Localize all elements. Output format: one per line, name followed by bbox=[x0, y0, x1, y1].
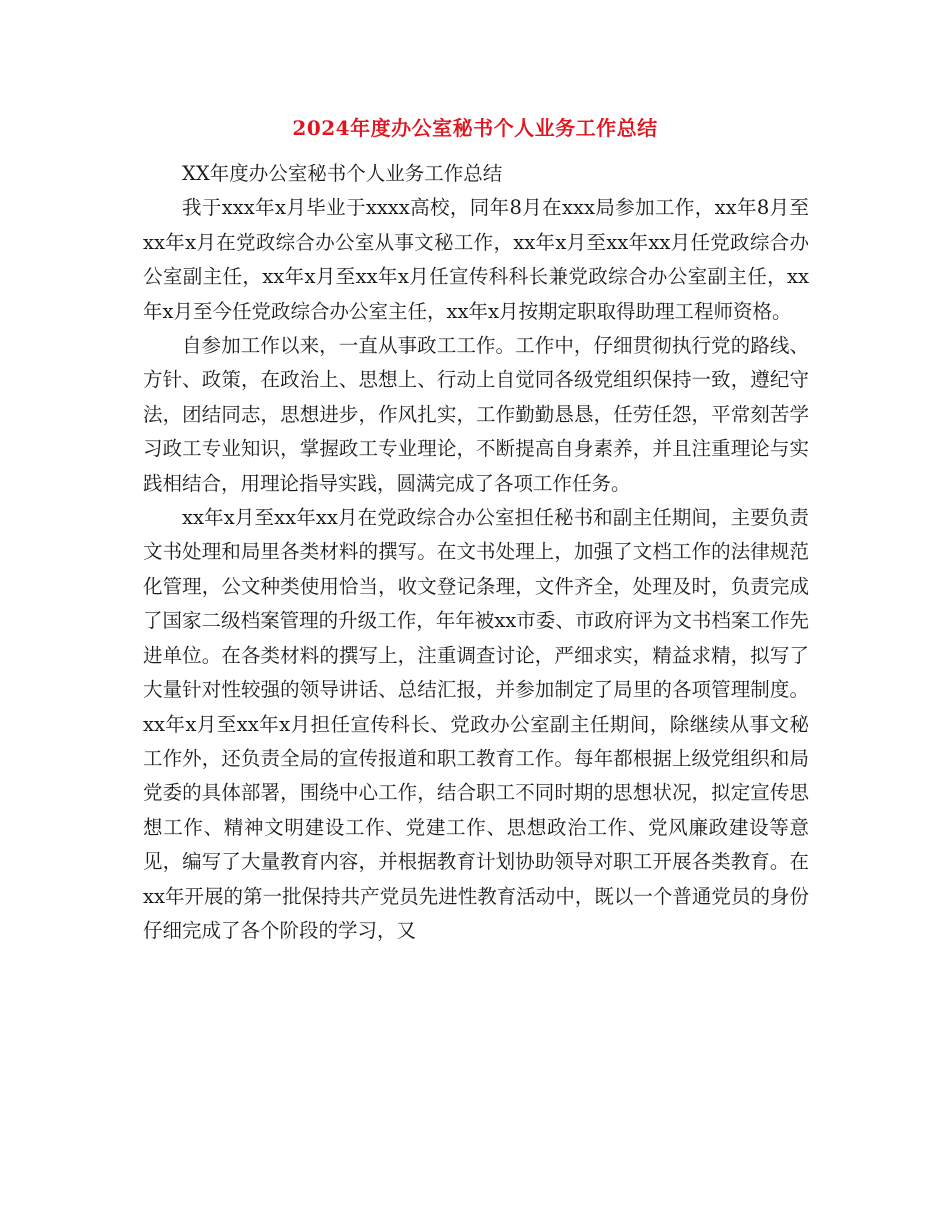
document-body bbox=[143, 157, 809, 948]
duties-paragraph: xx年x月至xx年xx月在党政综合办公室担任秘书和副主任期间，主要负责文书处理和局里各类材料的撰写。在文书处理上，加强了文档工作的法律规范化管理，公文种类使用恰当，收文登记条理，文件齐全，处理及时，负责完成了国家二级档案管理的升级工作，年年被xx市委、市政府评为文书档案工作先进单位。在各类材料的撰写上，注重调查讨论，严细求实，精益求精，拟写了大量针对性较强的领导讲话、总结汇报，并参加制定了局里的各项管理制度。xx年x月至xx年x月担任宣传科长、党政办公室副主任期间，除继续从事文秘工作外，还负责全局的宣传报道和职工教育工作。每年都根据上级党组织和局党委的具体部署，围绕中心工作，结合职工不同时期的思想状况，拟定宣传思想工作、精神文明建设工作、党建工作、思想政治工作、党风廉政建设等意见，编写了大量教育内容，并根据教育计划协助领导对职工开展各类教育。在xx年开展的第一批保持共产党员先进性教育活动中，既以一个普通党员的身份仔细完成了各个阶段的学习，又 bbox=[143, 506, 809, 942]
work-attitude-paragraph: 自参加工作以来，一直从事政工工作。工作中，仔细贯彻执行党的路线、方针、政策，在政治上、思想上、行动上自觉同各级党组织保持一致，遵纪守法，团结同志，思想进步，作风扎实，工作勤勤恳恳，任劳任怨，平常刻苦学习政工专业知识，掌握政工专业理论，不断提高自身素养，并且注重理论与实践相结合，用理论指导实践，圆满完成了各项工作任务。 bbox=[143, 334, 809, 495]
document-title: 2024年度办公室秘书个人业务工作总结 bbox=[292, 116, 658, 140]
subtitle-paragraph: XX年度办公室秘书个人业务工作总结 bbox=[182, 162, 503, 185]
career-history-paragraph: 我于xxx年x月毕业于xxxx高校，同年8月在xxx局参加工作，xx年8月至xx年x月在党政综合办公室从事文秘工作，xx年x月至xx年xx月任党政综合办公室副主任，xx年x月至xx年x月任宣传科科长兼党政综合办公室副主任，xx年x月至今任党政综合办公室主任，xx年x月按期定职取得助理工程师资格。 bbox=[143, 196, 809, 323]
